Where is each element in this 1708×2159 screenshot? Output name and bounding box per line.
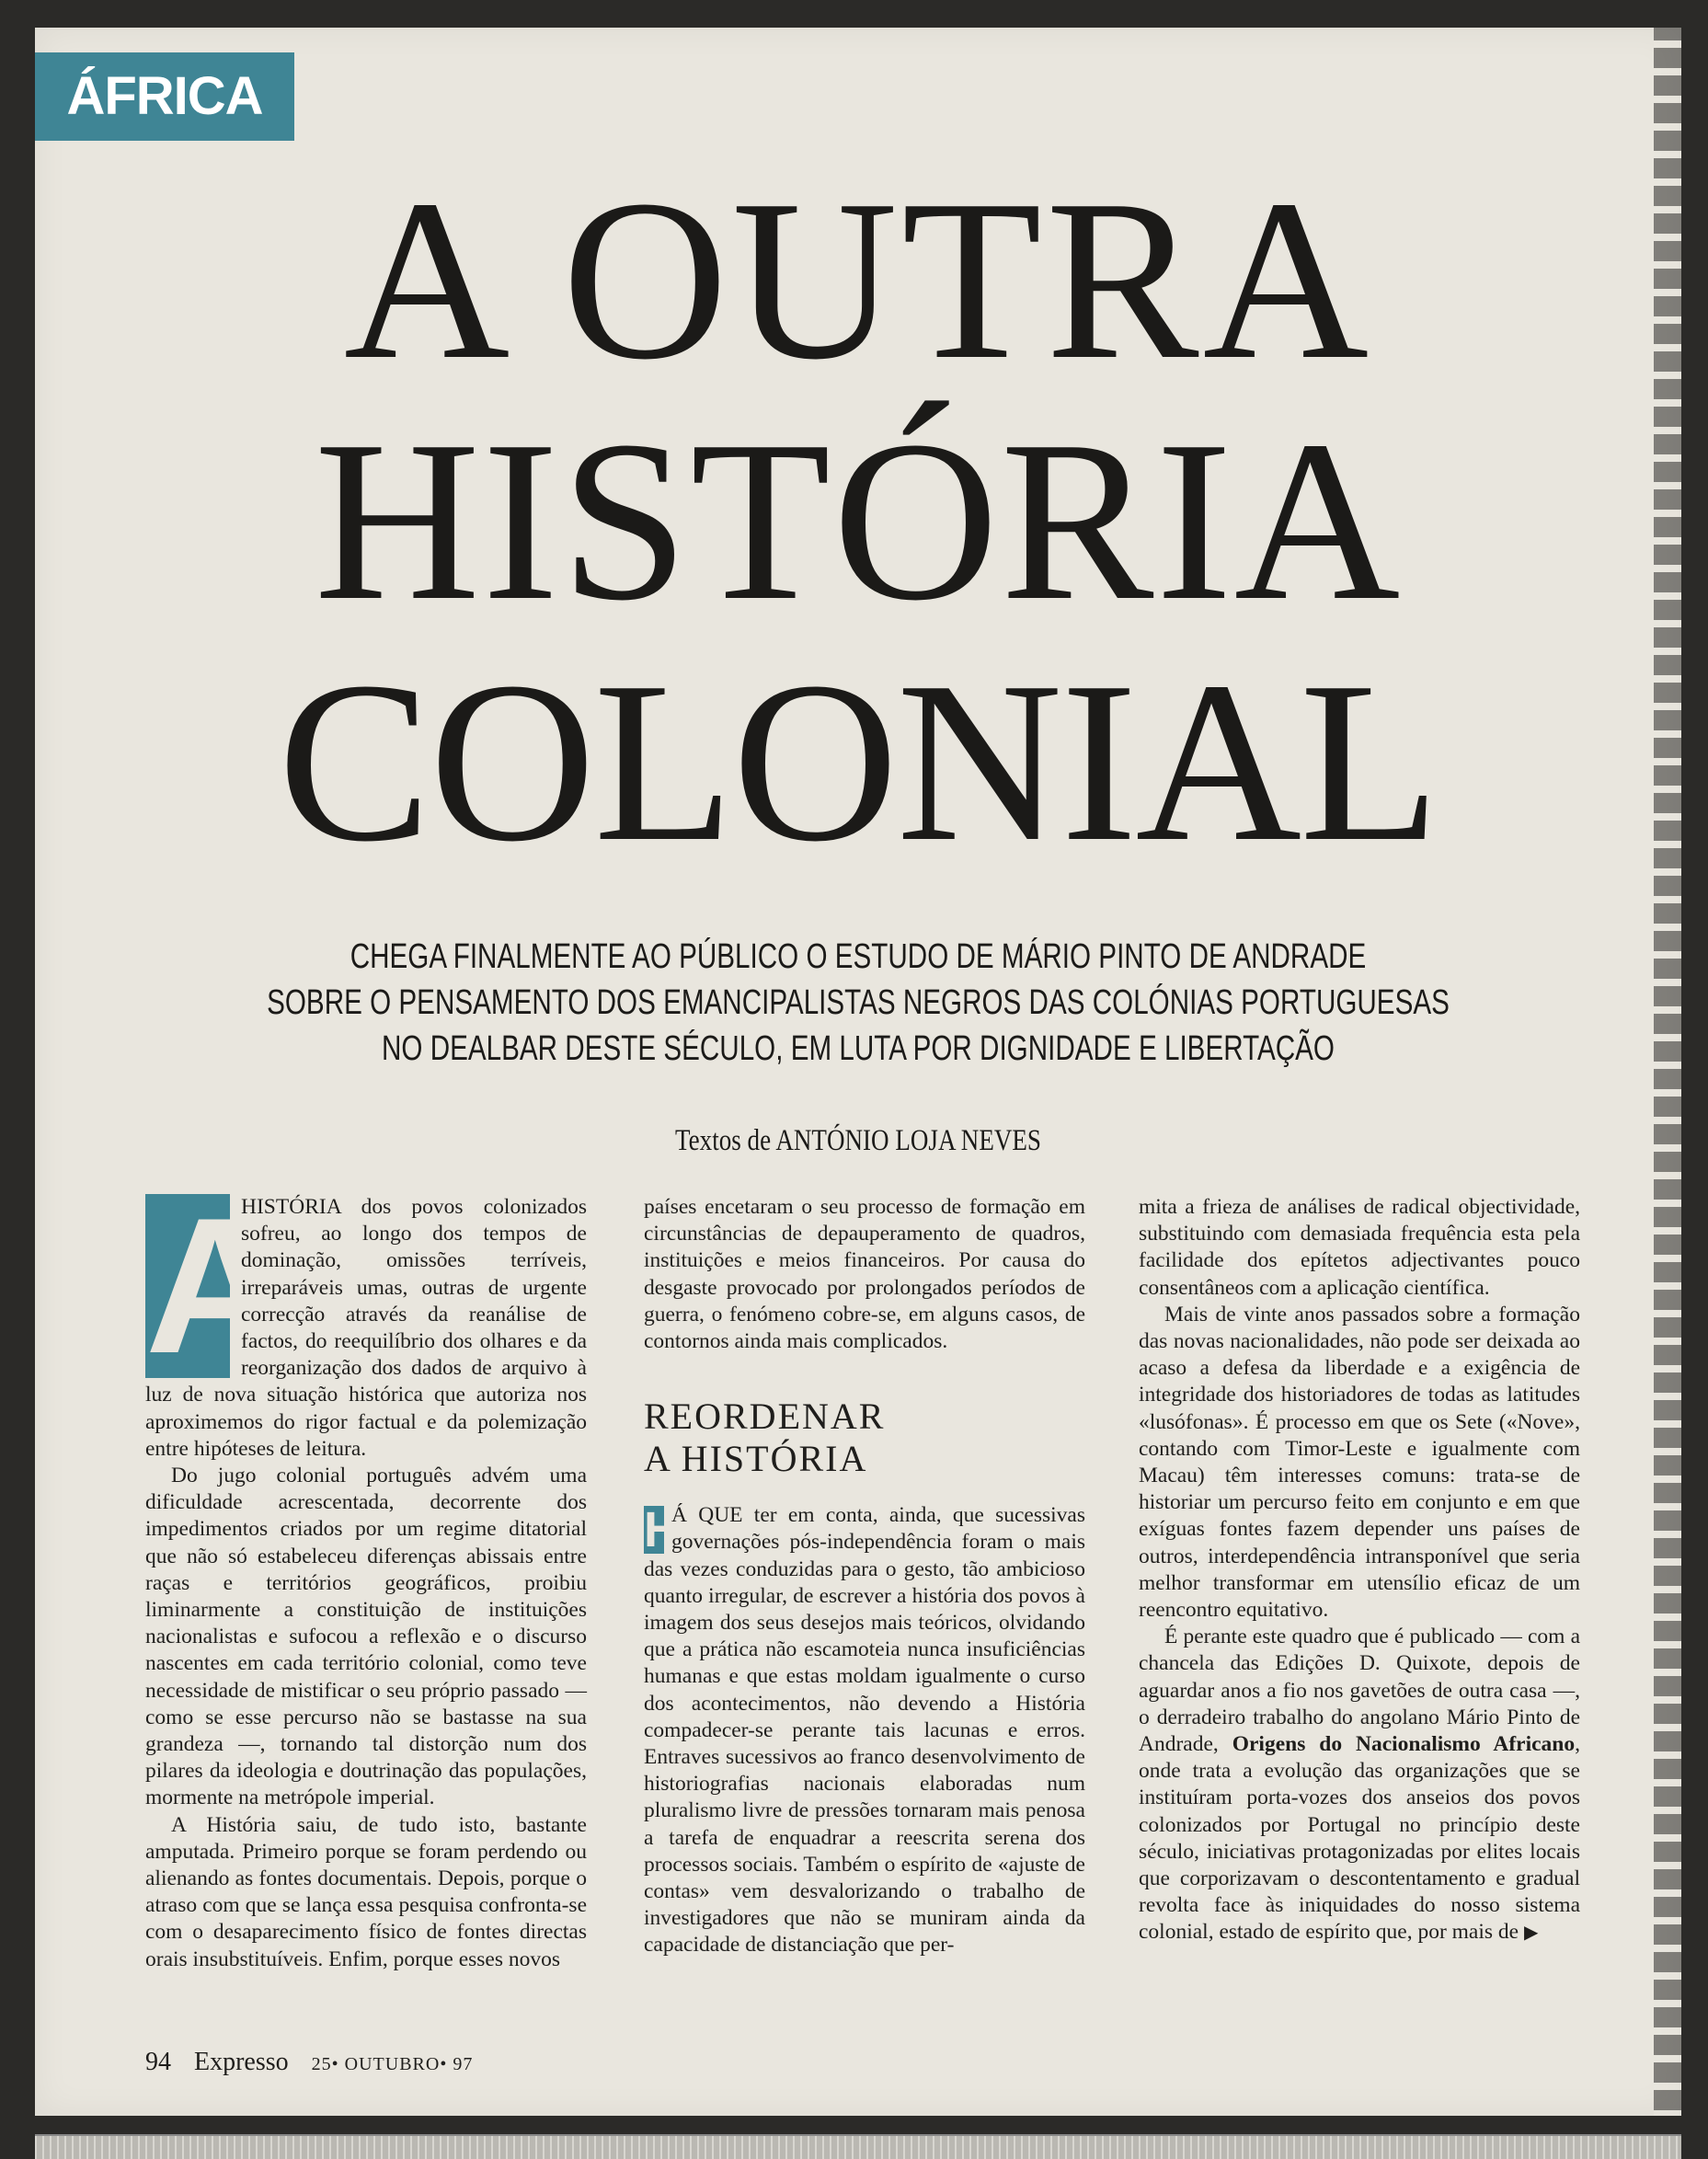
article-column-2 [644,1194,1085,1959]
issue-date: 25• OUTUBRO• 97 [311,2054,474,2074]
paragraph: Mais de vinte anos passados sobre a formação das novas nacionalidades, não pode ser deixada ao acaso a defesa da liberdade e a exigência de integridade dos historiadores de todas as latitudes «lusófonas». É processo em que os Sete («Nove», contando com Timor-Leste e igualmente com Macau) têm interesses comuns: trata-se de historiar um percurso feito em conjunto e em que exíguas fontes fazem depender uns países de outros, interdependência intransponível que seria melhor transformar em utensílio eficaz de um reencontro equitativo. [1139,1302,1580,1623]
paragraph: HISTÓRIA dos povos colonizados sofreu, ao longo dos tempos de dominação, omissões terríveis, irreparáveis umas, outras de urgente correcção através da reanálise de factos, do reequilíbrio dos olhares e da reorganização dos dados de arquivo à luz de nova situação histórica que autoriza nos aproximemos do rigor factual e da polemização entre hipóteses de leitura. [145,1195,587,1461]
newspaper-name: Expresso [194,2048,289,2076]
section-tag: ÁFRICA [35,52,294,141]
article-column-1 [145,1177,587,1973]
drop-cap: A [145,1177,285,1394]
paragraph [1139,1624,1580,1947]
page-number: 94 [145,2048,171,2076]
paragraph: Do jugo colonial português advém uma dificuldade acrescentada, decorrente dos impedimentos criados por um regime ditatorial que não só estabeleceu diferenças abissais entre raças e territórios geográficos, proibiu liminarmente a constituição de instituições nacionalistas e sufocou a reflexão e o discurso nascentes em cada território colonial, como teve necessidade de mistificar o seu próprio passado — como se esse percurso não se bastasse na sua grandeza —, tornando tal distorção num dos pilares da ideologia e doutrinação das populações, mormente na metrópole imperial. [145,1464,587,1810]
headline-line-1: A OUTRA [343,153,1373,408]
paragraph: países encetaram o seu processo de formação em circunstâncias de depauperamento de quadros, instituições e meios financeiros. Por causa do desgaste provocado por prolongados períodos de guerra, o fenómeno cobre-se, em alguns casos, de contornos ainda mais complicados. [644,1195,1085,1354]
paragraph: mita a frieza de análises de radical objectividade, substituindo com demasiada frequência esta pela facilidade dos epítetos adjectivantes pouco consentâneos com a aplicação científica. [1139,1195,1580,1300]
newspaper-page [35,28,1681,2116]
drop-cap: H [644,1502,680,1558]
page-footer [145,2048,489,2077]
article-column-3 [1139,1194,1580,1947]
subheading-line-1: REORDENAR [644,1395,886,1438]
subheading [644,1395,1085,1480]
subheading-line-2: A HISTÓRIA [644,1438,868,1480]
deck-line-2: SOBRE O PENSAMENTO DOS EMANCIPALISTAS NEGROS DAS COLÓNIAS PORTUGUESAS [267,983,1450,1022]
book-title: Origens do Nacionalismo Africano [1232,1732,1576,1757]
paragraph: Á QUE ter em conta, ainda, que sucessivas governações pós-independência foram o mais das vezes conduzidas para o gesto, tão ambicioso quanto irregular, de escrever a história dos povos à imagem dos seus desejos mais teóricos, olvidando que a prática não escamoteia nunca insuficiências humanas e que estas moldam igualmente o curso dos acontecimentos, não devendo a História compadecer-se perante tais lacunas e erros. Entraves sucessivos ao franco desenvolvimento de historiografias nacionais elaboradas num pluralismo livre de pressões tornaram mais penosa a tarefa de enquadrar a reescrita serena dos processos sociais. Também o espírito de «ajuste de contas» vem desvalorizando o trabalho de investigadores que não se muniram ainda da capacidade de distanciação que per- [644,1503,1085,1958]
headline-line-2: HISTÓRIA [314,394,1403,649]
paragraph: A História saiu, de tudo isto, bastante amputada. Primeiro porque se foram perdendo ou alienando as fontes documentais. Depois, porque o atraso com que se lança essa pesquisa confronta-se com o desaparecimento físico de fontes directas orais insubstituíveis. Enfim, porque esses novos [145,1812,587,1971]
torn-edge [1654,28,1681,2116]
text: , onde trata a evolução das organizações que se instituíram porta-vozes dos anseios dos povos colonizados por Portugal no princípio deste século, iniciativas protagonizadas por elites locais que corporizavam o descontentamento e gradual revolta face às iniquidades do nosso sistema colonial, estado de espírito que, por mais de [1139,1732,1580,1945]
byline: Textos de ANTÓNIO LOJA NEVES [675,1124,1041,1157]
deck-line-1: CHEGA FINALMENTE AO PÚBLICO O ESTUDO DE MÁRIO PINTO DE ANDRADE [350,937,1367,976]
headline-line-3: COLONIAL [278,635,1439,890]
continue-arrow-icon: ▶ [1523,1923,1539,1944]
deck-line-3: NO DEALBAR DESTE SÉCULO, EM LUTA POR DIGNIDADE E LIBERTAÇÃO [381,1029,1335,1068]
scale-ruler [35,2134,1681,2159]
deck [216,934,1500,1072]
text: É perante este quadro que é publicado — com a chancela das Edições D. Quixote, depois de aguardar anos a fio nos gavetões de outra casa —, o derradeiro trabalho do angolano Mário Pinto de Andrade, [1139,1625,1580,1757]
